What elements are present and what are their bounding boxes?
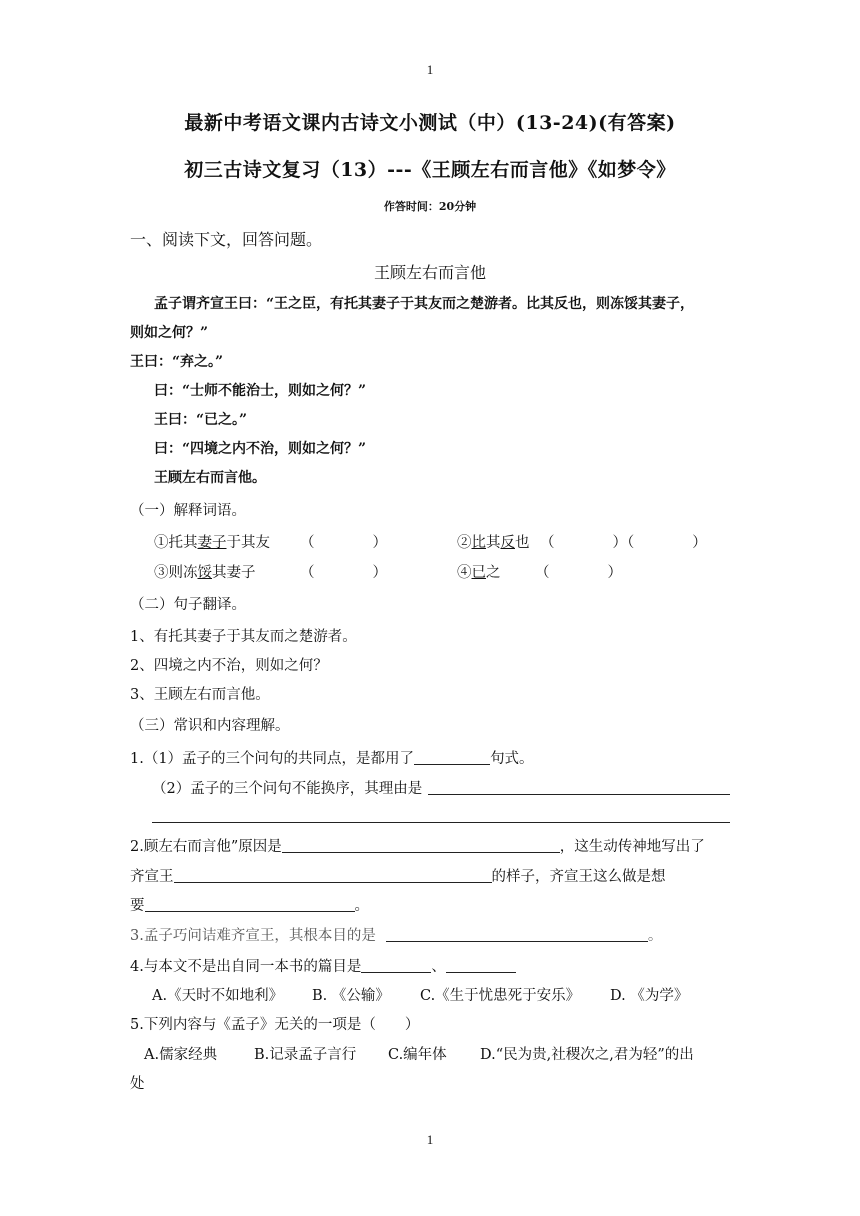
answer-line[interactable] bbox=[152, 822, 730, 823]
answer-blank[interactable] bbox=[414, 749, 490, 765]
answer-blank[interactable] bbox=[282, 837, 560, 853]
question-2-line3: 要 。 bbox=[130, 898, 369, 914]
q4-option-c[interactable]: C.《生于忧患死于安乐》 bbox=[420, 988, 581, 1004]
passage-line: 孟子谓齐宣王曰：“王之臣，有托其妻子于其友而之楚游者。比其反也，则冻馁其妻子， bbox=[154, 296, 695, 312]
answer-blank[interactable] bbox=[174, 867, 492, 883]
q5-option-d[interactable]: D.“民为贵,社稷次之,君为轻”的出 bbox=[480, 1047, 694, 1063]
passage-line: 王曰：“弃之。” bbox=[130, 354, 224, 370]
section-one-heading: 一、阅读下文，回答问题。 bbox=[130, 230, 323, 249]
answer-blank[interactable] bbox=[145, 896, 355, 912]
translation-item: 1、有托其妻子于其友而之楚游者。 bbox=[130, 629, 357, 645]
vocab-answer-3[interactable]: （ ） bbox=[300, 565, 387, 581]
answer-blank[interactable] bbox=[361, 957, 431, 973]
vocab-item-2: ②比其反也 bbox=[457, 535, 530, 551]
part1-heading: （一）解释词语。 bbox=[130, 503, 246, 519]
q4-option-d[interactable]: D. 《为学》 bbox=[610, 988, 689, 1004]
document-title: 最新中考语文课内古诗文小测试（中）(13-24)(有答案) bbox=[184, 112, 676, 134]
vocab-answer-4[interactable]: （ ） bbox=[535, 565, 622, 581]
question-2-line2: 齐宣王 的样子，齐宣王这么做是想 bbox=[130, 869, 666, 885]
answer-line[interactable] bbox=[428, 794, 730, 795]
question-3: 3.孟子巧问诘难齐宣王，其根本目的是 。 bbox=[130, 928, 663, 944]
passage-line: 曰：“士师不能治士，则如之何？” bbox=[154, 383, 367, 399]
translation-item: 2、四境之内不治，则如之何？ bbox=[130, 658, 328, 674]
question-1b: （2）孟子的三个问句不能换序，其理由是 bbox=[152, 781, 423, 797]
passage-line: 则如之何？” bbox=[130, 325, 209, 341]
question-1a: 1.（1）孟子的三个问句的共同点，是都用了 句式。 bbox=[130, 751, 534, 767]
time-note: 作答时间：20分钟 bbox=[383, 200, 477, 213]
q4-option-b[interactable]: B. 《公输》 bbox=[312, 988, 390, 1004]
vocab-item-1: ①托其妻子于其友 bbox=[154, 535, 270, 551]
question-2: 2.顾左右而言他”原因是 ，这生动传神地写出了 bbox=[130, 839, 705, 855]
page-number-top: 1 bbox=[426, 62, 434, 77]
vocab-answer-2[interactable]: （ ）（ ） bbox=[540, 535, 707, 551]
answer-blank[interactable] bbox=[446, 957, 516, 973]
document-subtitle: 初三古诗文复习（13）---《王顾左右而言他》《如梦令》 bbox=[184, 159, 676, 181]
part2-heading: （二）句子翻译。 bbox=[130, 597, 246, 613]
vocab-item-3: ③则冻馁其妻子 bbox=[154, 565, 256, 581]
vocab-item-4: ④已之 bbox=[457, 565, 501, 581]
part3-heading: （三）常识和内容理解。 bbox=[130, 718, 290, 734]
passage-title: 王顾左右而言他 bbox=[373, 263, 486, 282]
vocab-answer-1[interactable]: （ ） bbox=[300, 535, 387, 551]
answer-blank[interactable] bbox=[386, 926, 648, 942]
q5-option-a[interactable]: A.儒家经典 bbox=[144, 1047, 218, 1063]
passage-line: 曰：“四境之内不治，则如之何？” bbox=[154, 441, 367, 457]
q5-option-d-wrap: 处 bbox=[130, 1076, 145, 1092]
q4-option-a[interactable]: A.《天时不如地利》 bbox=[152, 988, 284, 1004]
question-5: 5.下列内容与《孟子》无关的一项是（ ） bbox=[130, 1017, 420, 1033]
passage-line: 王曰：“已之。” bbox=[154, 412, 248, 428]
translation-item: 3、王顾左右而言他。 bbox=[130, 687, 270, 703]
question-4: 4.与本文不是出自同一本书的篇目是 、 bbox=[130, 955, 516, 976]
q5-option-c[interactable]: C.编年体 bbox=[388, 1047, 447, 1063]
passage-line: 王顾左右而言他。 bbox=[154, 470, 266, 486]
page-number-bottom: 1 bbox=[426, 1132, 434, 1147]
q5-option-b[interactable]: B.记录孟子言行 bbox=[254, 1047, 357, 1063]
